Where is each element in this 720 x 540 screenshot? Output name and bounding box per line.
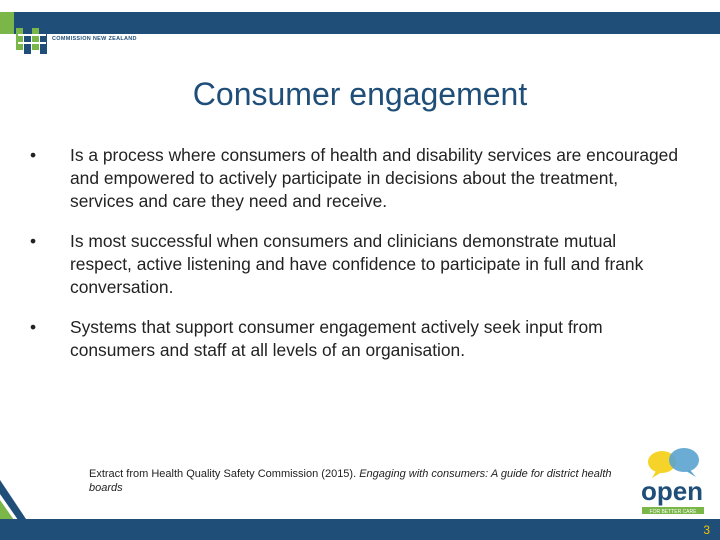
- bullet-marker: •: [30, 317, 37, 337]
- citation-title: Engaging with consumers: A guide for district health boards: [89, 468, 612, 494]
- bullet-item: [30, 230, 680, 299]
- slide-title: Consumer engagement: [192, 76, 528, 112]
- bullet-text: Systems that support consumer engagement actively seek input from consumers and staff at all levels of an organisation.: [70, 317, 603, 360]
- citation-source: Extract from Health Quality Safety Commission (2015).: [89, 468, 360, 480]
- header-accent: [0, 12, 14, 34]
- logo-line-1: HEALTH QUALITY & SAFETY: [52, 29, 136, 35]
- open-logo-word: open: [640, 476, 704, 506]
- open-logo: [632, 444, 716, 520]
- hqsc-emblem-icon: [14, 22, 50, 58]
- bullet-marker: •: [30, 145, 37, 165]
- bullet-item: [30, 144, 680, 213]
- page-number: 3: [703, 523, 710, 537]
- citation: [89, 467, 619, 495]
- bullet-text: Is a process where consumers of health and disability services are encouraged and empowered to actively participate in decisions about the treatment, services and care they need and receive.: [70, 145, 679, 211]
- speech-bubble-blue-icon: [669, 448, 699, 472]
- logo-line-2: COMMISSION NEW ZEALAND: [52, 36, 137, 42]
- bullet-list: [30, 144, 680, 379]
- hqsc-logo-text: [52, 29, 137, 43]
- bullet-marker: •: [30, 231, 37, 251]
- bullet-text: Is most successful when consumers and clinicians demonstrate mutual respect, active listening and have confidence to participate in full and frank conversation.: [70, 231, 644, 297]
- footer-bar: [0, 519, 720, 540]
- open-logo-tagline: FOR BETTER CARE: [649, 509, 697, 515]
- bullet-item: [30, 316, 680, 362]
- hqsc-logo: [14, 22, 142, 62]
